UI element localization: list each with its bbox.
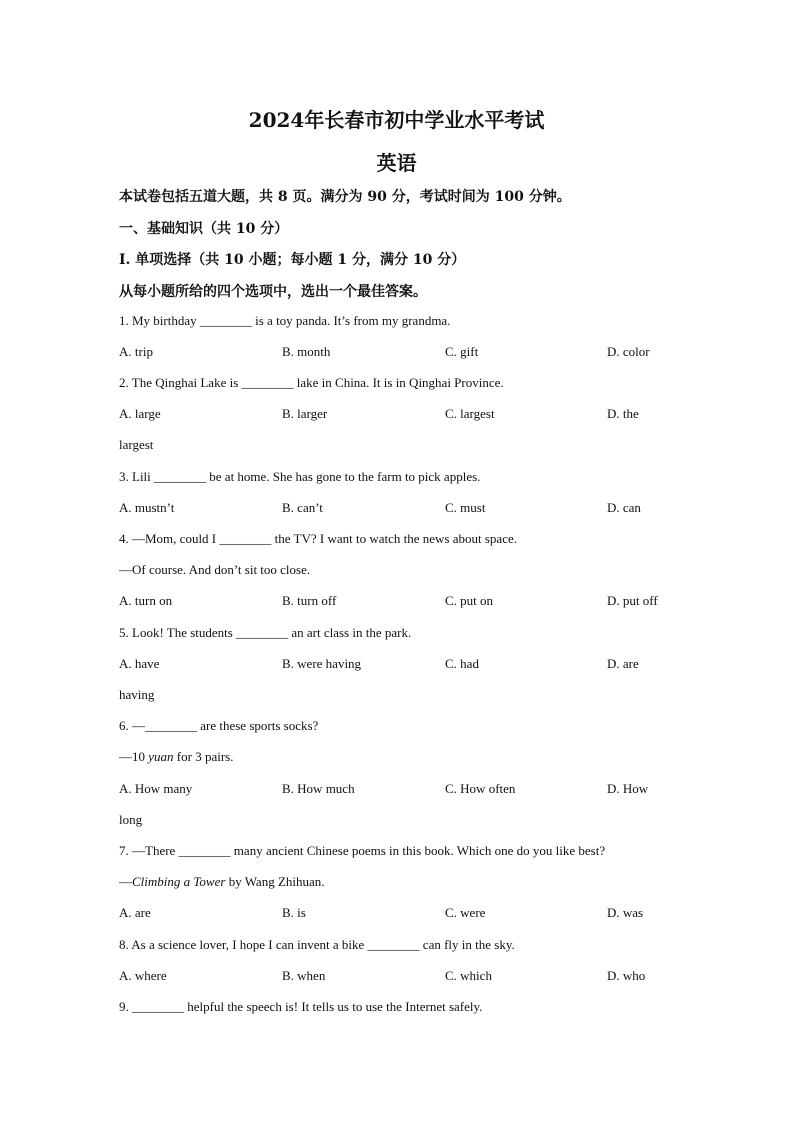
question-8-option-a: A. where <box>119 968 167 983</box>
question-5-option-d: D. are <box>607 656 639 671</box>
question-1-option-a: A. trip <box>119 344 153 359</box>
question-2-option-c: C. largest <box>445 406 495 421</box>
question-1-option-c: C. gift <box>445 344 479 359</box>
question-7-stem: 7. —There ________ many ancient Chinese poems in this book. Which one do you like best? <box>119 843 606 858</box>
question-2-option-b: B. larger <box>282 406 328 421</box>
exam-subject: 英语 <box>376 151 417 175</box>
section-directions: 从每小题所给的四个选项中，选出一个最佳答案。 <box>119 284 427 300</box>
question-6-option-a: A. How many <box>119 781 193 796</box>
question-5-option-b: B. were having <box>282 656 362 671</box>
question-6-option-c: C. How often <box>445 781 516 796</box>
question-7-reply <box>119 874 325 890</box>
question-9-stem: 9. ________ helpful the speech is! It tells us to use the Internet safely. <box>119 999 483 1014</box>
question-4-option-a: A. turn on <box>119 593 173 608</box>
question-4-option-c: C. put on <box>445 593 494 608</box>
question-3-option-d: D. can <box>607 500 641 515</box>
question-5-stem: 5. Look! The students ________ an art class in the park. <box>119 625 412 640</box>
question-4-option-d: D. put off <box>607 593 658 608</box>
question-2-stem: 2. The Qinghai Lake is ________ lake in China. It is in Qinghai Province. <box>119 375 504 390</box>
question-8-option-d: D. who <box>607 968 646 983</box>
question-1-option-d: D. color <box>607 344 650 359</box>
question-2-option-d: D. the <box>607 406 639 421</box>
question-6-option-b: B. How much <box>282 781 355 796</box>
question-5-option-a: A. have <box>119 656 160 671</box>
exam-title: 2024年长春市初中学业水平考试 <box>248 108 545 132</box>
question-3-stem: 3. Lili ________ be at home. She has gone to the farm to pick apples. <box>119 469 481 484</box>
question-2-option-d-wrap: largest <box>119 437 154 452</box>
question-4-reply: —Of course. And don’t sit too close. <box>119 562 311 577</box>
question-2-option-a: A. large <box>119 406 161 421</box>
question-4-option-b: B. turn off <box>282 593 337 608</box>
question-5-option-c: C. had <box>445 656 479 671</box>
question-7-option-a: A. are <box>119 905 151 920</box>
question-1-stem: 1. My birthday ________ is a toy panda. It’s from my grandma. <box>119 313 451 328</box>
question-8-option-b: B. when <box>282 968 326 983</box>
question-6-stem: 6. —________ are these sports socks? <box>119 718 319 733</box>
question-6-reply <box>119 749 233 765</box>
question-7-option-d: D. was <box>607 905 644 920</box>
question-7-option-c: C. were <box>445 905 486 920</box>
question-6-reply-italic: yuan <box>148 749 174 764</box>
question-7-reply-pre: — <box>119 874 132 889</box>
question-6-option-d-wrap: long <box>119 812 143 827</box>
question-3-option-c: C. must <box>445 500 486 515</box>
part-one-heading: 一、基础知识（共 10 分） <box>119 221 289 237</box>
question-5-option-d-wrap: having <box>119 687 155 702</box>
question-7-reply-post: by Wang Zhihuan. <box>225 874 325 889</box>
question-3-option-a: A. mustn’t <box>119 500 175 515</box>
question-7-option-b: B. is <box>282 905 306 920</box>
question-6-option-d: D. How <box>607 781 649 796</box>
question-6-reply-post: for 3 pairs. <box>173 749 234 764</box>
question-8-option-c: C. which <box>445 968 492 983</box>
question-1-option-b: B. month <box>282 344 331 359</box>
section-i-heading: I. 单项选择（共 10 小题；每小题 1 分，满分 10 分） <box>119 252 466 268</box>
question-3-option-b: B. can’t <box>282 500 323 515</box>
question-8-stem: 8. As a science lover, I hope I can invent a bike ________ can fly in the sky. <box>119 937 515 952</box>
question-6-reply-pre: —10 <box>119 749 149 764</box>
exam-intro: 本试卷包括五道大题，共 8 页。满分为 90 分，考试时间为 100 分钟。 <box>119 189 571 205</box>
question-7-reply-italic: Climbing a Tower <box>132 874 226 889</box>
question-4-stem: 4. —Mom, could I ________ the TV? I want to watch the news about space. <box>119 531 517 546</box>
